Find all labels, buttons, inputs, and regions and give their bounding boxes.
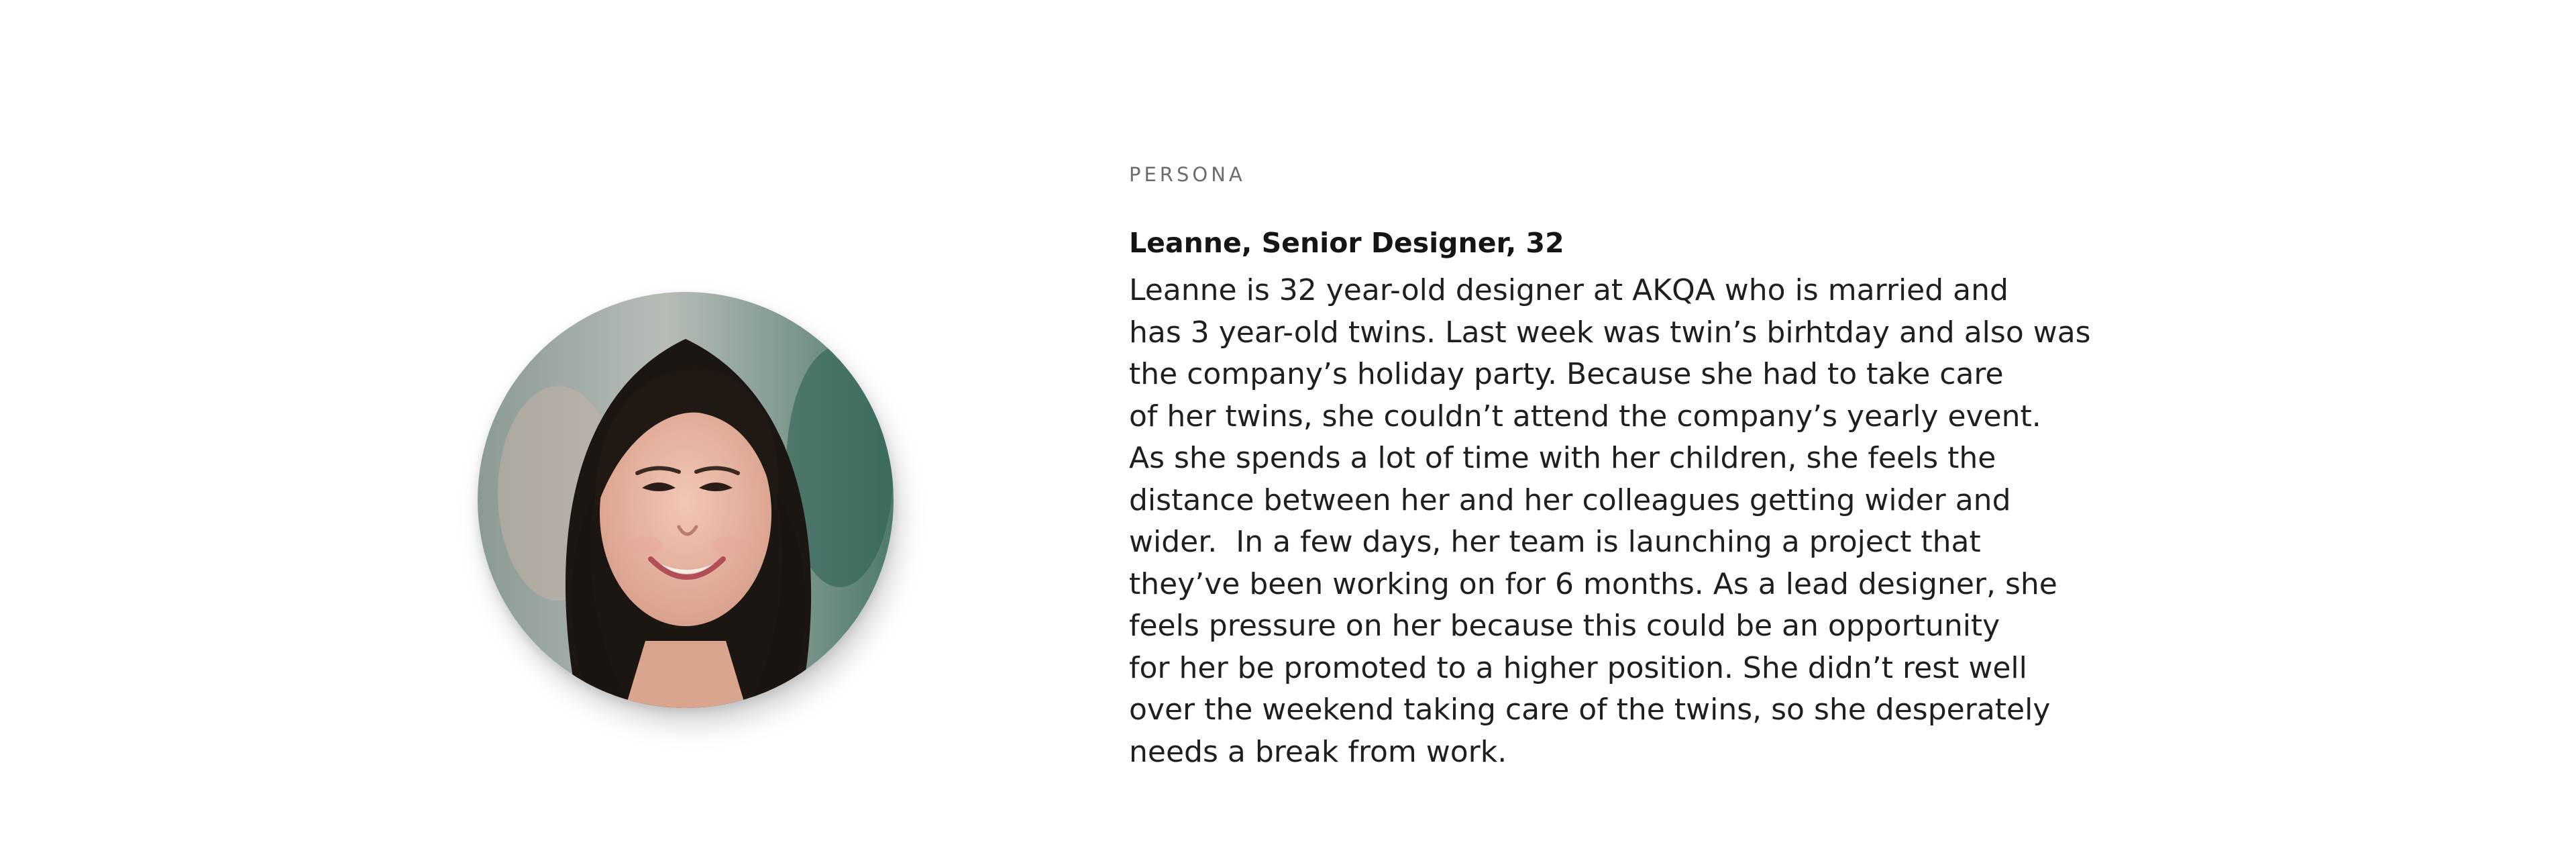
bio-line: for her be promoted to a higher position. She didn’t rest well xyxy=(1129,650,2027,685)
persona-avatar-photo xyxy=(478,292,894,708)
bio-line: has 3 year-old twins. Last week was twin’s birhtday and also was xyxy=(1129,315,2091,350)
persona-text-block xyxy=(1129,161,2091,773)
persona-bio xyxy=(1129,270,2091,773)
bio-line: As she spends a lot of time with her children, she feels the xyxy=(1129,441,1996,475)
bio-line: needs a break from work. xyxy=(1129,734,1507,769)
bio-line: distance between her and her colleagues getting wider and xyxy=(1129,483,2011,517)
section-label: PERSONA xyxy=(1129,163,1246,186)
bio-line: the company’s holiday party. Because she had to take care xyxy=(1129,357,2004,391)
bio-line: Leanne is 32 year-old designer at AKQA who is married and xyxy=(1129,273,2008,307)
bio-line: wider. In a few days, her team is launching a project that xyxy=(1129,525,1981,559)
persona-heading: Leanne, Senior Designer, 32 xyxy=(1129,227,1564,259)
bio-line: they’ve been working on for 6 months. As a lead designer, she xyxy=(1129,566,2057,601)
bio-line: of her twins, she couldn’t attend the company’s yearly event. xyxy=(1129,399,2041,434)
bio-line: over the weekend taking care of the twins, so she desperately xyxy=(1129,693,2051,727)
bio-line: feels pressure on her because this could be an opportunity xyxy=(1129,609,2000,643)
portrait-illustration xyxy=(478,292,894,708)
